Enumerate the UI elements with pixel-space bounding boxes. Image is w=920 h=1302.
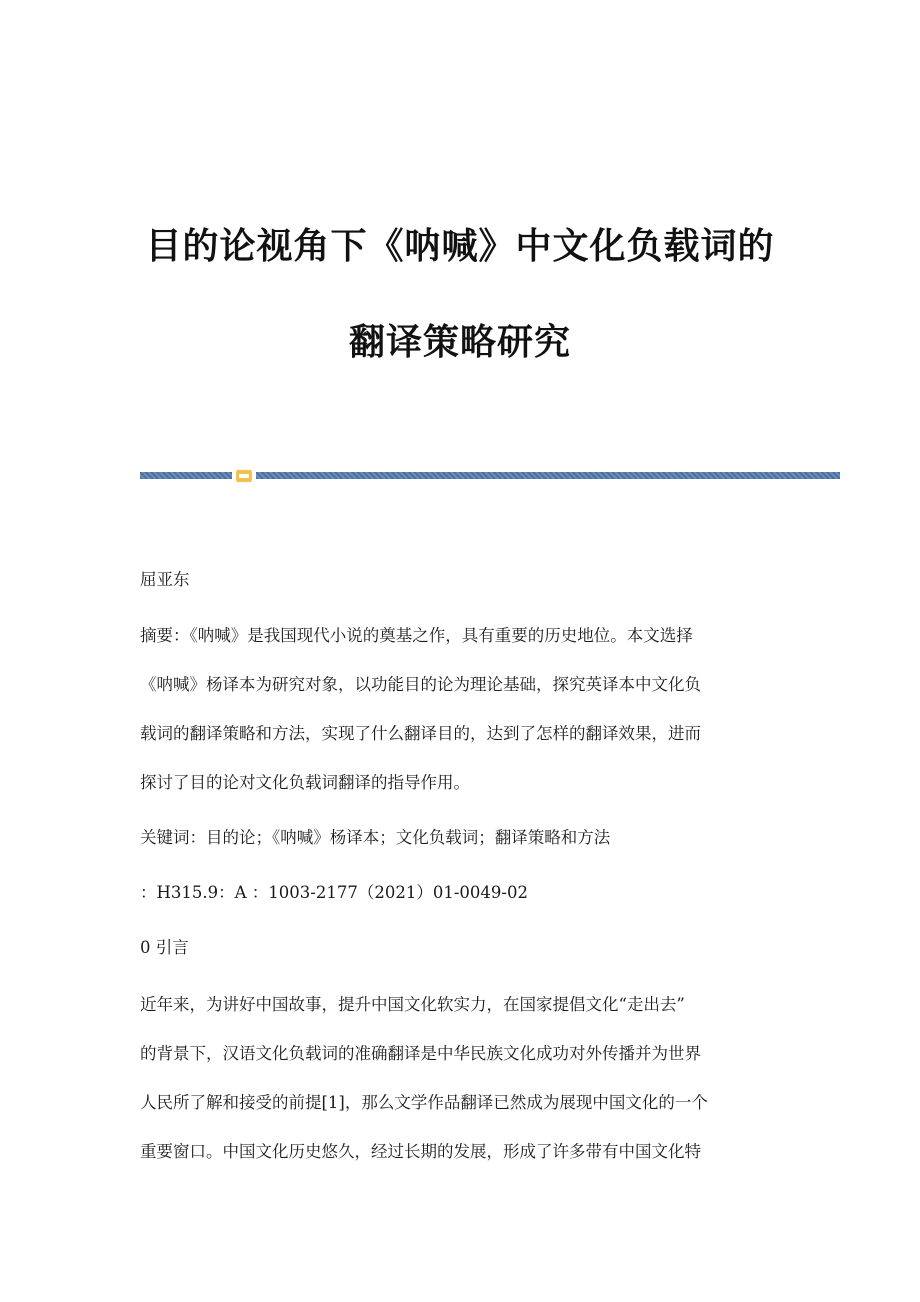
divider-bar-left [140, 472, 232, 479]
classification-line: ：H315.9：A ：1003-2177（2021）01-0049-02 [140, 883, 528, 902]
divider-bar-right [256, 472, 840, 479]
intro-line-2: 的背景下，汉语文化负载词的准确翻译是中华民族文化成功对外传播并为世界 [140, 1044, 701, 1063]
envelope-icon [236, 470, 252, 482]
abstract-line-1: 摘要：《呐喊》是我国现代小说的奠基之作，具有重要的历史地位。本文选择 [140, 626, 693, 645]
paper-title-line-2: 翻译策略研究 [348, 322, 571, 363]
intro-line-3: 人民所了解和接受的前提[1]，那么文学作品翻译已然成为展现中国文化的一个 [140, 1093, 708, 1112]
section-heading: 0 引言 [140, 938, 189, 957]
abstract-line-4: 探讨了目的论对文化负载词翻译的指导作用。 [140, 773, 470, 792]
intro-line-4: 重要窗口。中国文化历史悠久，经过长期的发展，形成了许多带有中国文化特 [140, 1142, 701, 1161]
abstract-line-3: 载词的翻译策略和方法，实现了什么翻译目的，达到了怎样的翻译效果，进而 [140, 724, 701, 743]
title-divider [140, 470, 840, 482]
abstract-line-2: 《呐喊》杨译本为研究对象，以功能目的论为理论基础，探究英译本中文化负 [140, 675, 701, 694]
author-name: 屈亚东 [140, 570, 190, 589]
intro-line-1: 近年来，为讲好中国故事，提升中国文化软实力，在国家提倡文化“走出去” [140, 995, 685, 1014]
paper-title-line-1: 目的论视角下《呐喊》中文化负载词的 [145, 226, 775, 267]
keywords-line: 关键词：目的论；《呐喊》杨译本；文化负载词；翻译策略和方法 [140, 828, 611, 847]
